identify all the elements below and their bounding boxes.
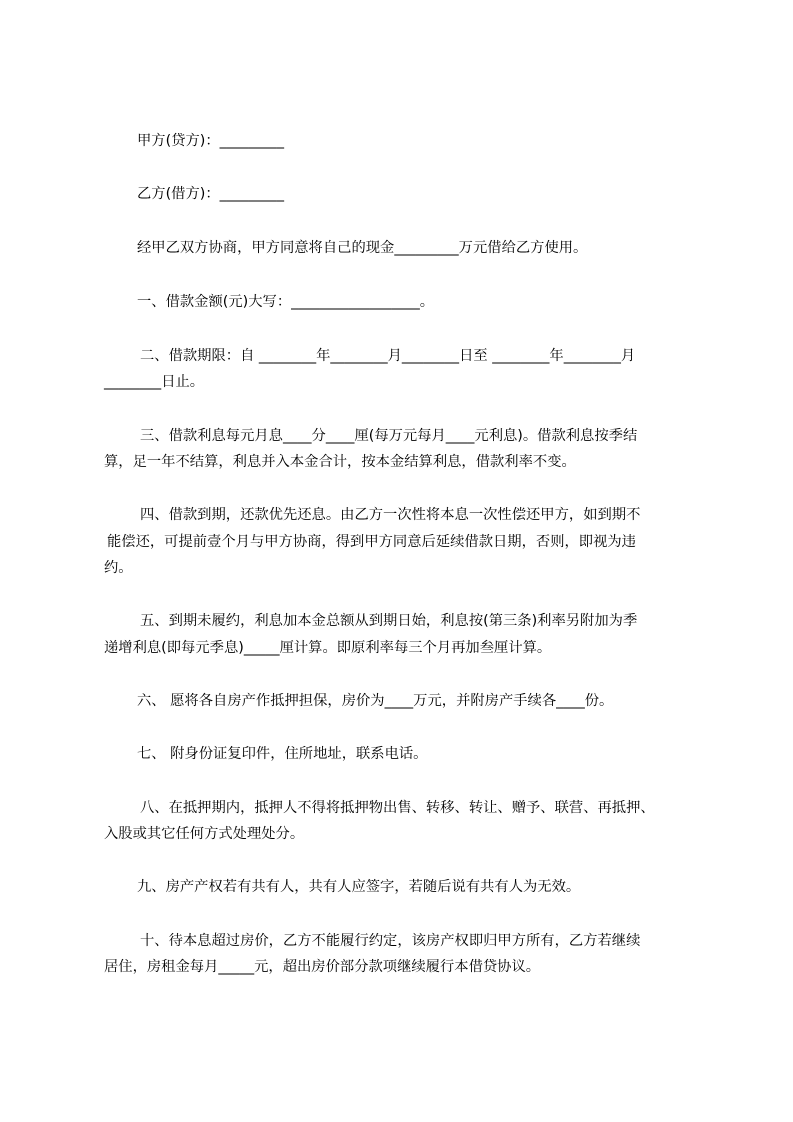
clause-4-line-1: 四、借款到期，还款优先还息。由乙方一次性将本息一次性偿还甲方，如到期不: [140, 507, 641, 523]
clause-10-line-1: 十、待本息超过房价，乙方不能履行约定，该房产权即归甲方所有，乙方若继续: [140, 933, 641, 949]
clause-4-line-3: 约。: [104, 560, 133, 576]
borrower-line: 乙方(借方)：_________: [137, 186, 284, 202]
clause-8-line-1: 八、在抵押期内，抵押人不得将抵押物出售、转移、转让、赠予、联营、再抵押、: [140, 800, 655, 816]
clause-8-line-2: 入股或其它任何方式处理处分。: [104, 826, 305, 842]
clause-9-line-1: 九、房产产权若有共有人，共有人应签字，若随后说有共有人为无效。: [137, 879, 581, 895]
clause-2-line-1: 二、借款期限：自 ________年________月________日至 ________年________月: [140, 348, 636, 364]
clause-6-line-1: 六、 愿将各自房产作抵押担保，房价为____万元，并附房产手续各____份。: [137, 693, 614, 709]
preamble-line: 经甲乙双方协商，甲方同意将自己的现金_________万元借给乙方使用。: [137, 240, 588, 256]
clause-1-line-1: 一、借款金额(元)大写：__________________。: [137, 294, 435, 310]
clause-2-line-2: ________日止。: [104, 374, 205, 390]
clause-5-line-2: 递增利息(即每元季息)_____厘计算。即原利率每三个月再加叁厘计算。: [104, 640, 552, 656]
clause-7-line-1: 七、 附身份证复印件，住所地址，联系电话。: [137, 746, 428, 762]
clause-10-line-2: 居住，房租金每月_____元，超出房价部分款项继续履行本借贷协议。: [104, 959, 541, 975]
clause-3-line-1: 三、借款利息每元月息____分____厘(每万元每月____元利息)。借款利息按季结: [140, 428, 638, 444]
clause-5-line-1: 五、到期未履约，利息加本金总额从到期日始，利息按(第三条)利率另附加为季: [140, 613, 638, 629]
lender-line: 甲方(贷方)：_________: [137, 133, 284, 149]
clause-4-line-2: 能偿还，可提前壹个月与甲方协商，得到甲方同意后延续借款日期，否则，即视为违: [107, 534, 636, 550]
clause-3-line-2: 算，足一年不结算，利息并入本金合计，按本金结算利息，借款利率不变。: [104, 454, 576, 470]
